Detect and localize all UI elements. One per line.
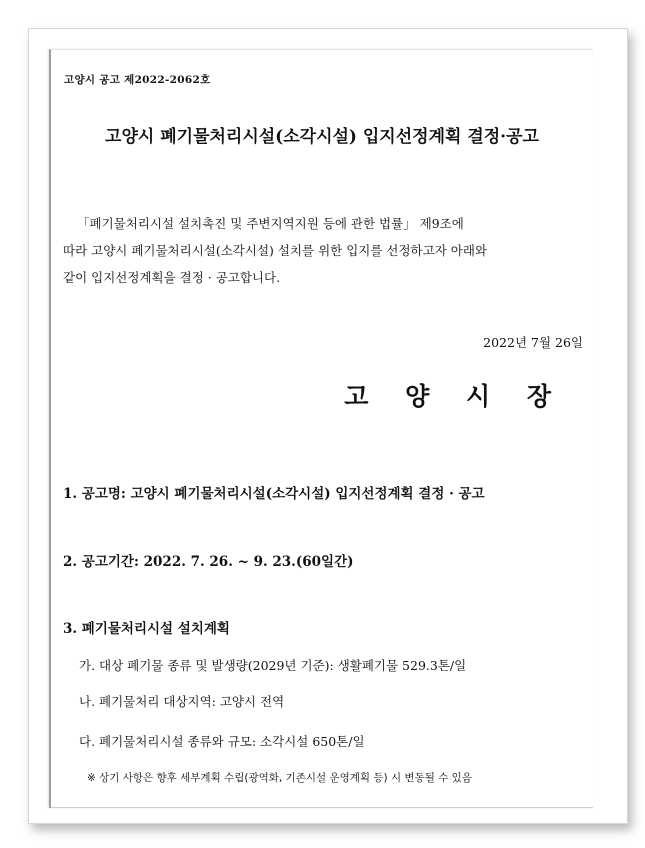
- item-facility-plan: 3. 폐기물처리시설 설치계획: [63, 621, 230, 637]
- notice-date: 2022년 7월 26일: [483, 335, 583, 350]
- document-title: 고양시 폐기물처리시설(소각시설) 입지선정계획 결정·공고: [105, 127, 539, 147]
- intro-line-1: 「폐기물처리시설 설치촉진 및 주변지역지원 등에 관한 법률」 제9조에: [77, 216, 464, 231]
- picture-frame: [28, 28, 628, 824]
- item-notice-period: 2. 공고기간: 2022. 7. 26. ~ 9. 23.(60일간): [63, 554, 354, 570]
- sub-item-waste-type: 가. 대상 폐기물 종류 및 발생량(2029년 기준): 생활폐기물 529.3톤/일: [79, 658, 467, 673]
- issuer-name: 고 양 시 장: [344, 382, 565, 411]
- notice-document: [49, 49, 593, 808]
- item-notice-name: 1. 공고명: 고양시 폐기물처리시설(소각시설) 입지선정계획 결정 · 공고: [63, 486, 485, 502]
- sub-item-target-area: 나. 폐기물처리 대상지역: 고양시 전역: [79, 694, 285, 709]
- remark-note: ※ 상기 사항은 향후 세부계획 수립(광역화, 기존시설 운영계획 등) 시 변동될 수 있음: [87, 772, 472, 784]
- bottom-divider: [51, 807, 593, 808]
- intro-paragraph: [63, 210, 587, 291]
- intro-line-2: 따라 고양시 폐기물처리시설(소각시설) 설치를 위한 입지를 선정하고자 아래와: [63, 243, 487, 258]
- intro-line-3: 같이 입지선정계획을 결정 · 공고합니다.: [63, 270, 281, 285]
- sub-item-facility-scale: 다. 폐기물처리시설 종류와 규모: 소각시설 650톤/일: [79, 734, 365, 749]
- notice-number: 고양시 공고 제2022-2062호: [64, 74, 211, 86]
